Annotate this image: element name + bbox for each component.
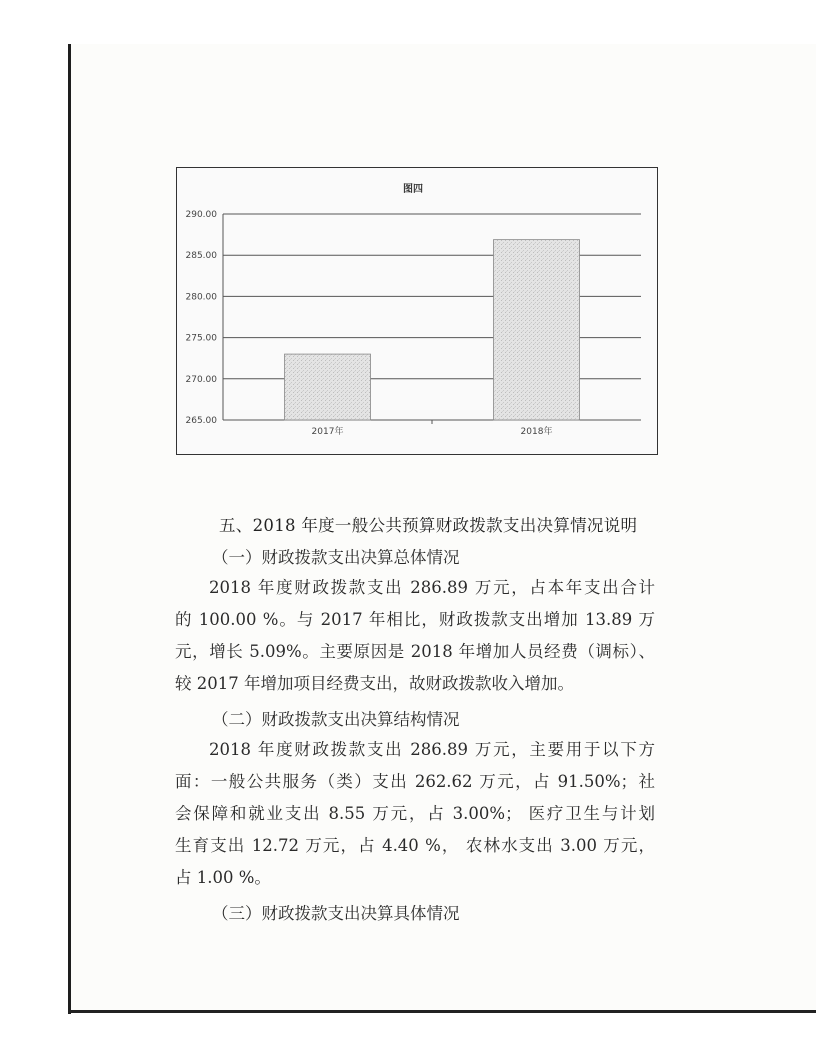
section-heading: 五、2018 年度一般公共预算财政拨款支出决算情况说明: [219, 516, 638, 535]
bar: [285, 354, 371, 420]
subsection-heading-overall: （一）财政拨款支出决算总体情况: [212, 548, 460, 567]
paragraph-line: 生育支出 12.72 万元，占 4.40 %， 农林水支出 3.00 万元，: [175, 836, 655, 855]
paragraph-line: 会保障和就业支出 8.55 万元，占 3.00%； 医疗卫生与计划: [175, 804, 655, 823]
chart-title: 图四: [403, 184, 423, 195]
y-tick-label: 290.00: [185, 210, 217, 220]
y-tick-label: 265.00: [185, 416, 217, 426]
y-tick-label: 280.00: [185, 292, 217, 303]
paragraph-line: 的 100.00 %。与 2017 年相比，财政拨款支出增加 13.89 万: [175, 610, 655, 629]
subsection-heading-detail: （三）财政拨款支出决算具体情况: [212, 904, 460, 923]
bar-chart-frame: [176, 167, 658, 455]
paragraph-structure: [175, 734, 655, 894]
paragraph-line: 较 2017 年增加项目经费支出，故财政拨款收入增加。: [175, 674, 574, 693]
paragraph-overall: [175, 572, 655, 700]
paragraph-line: 占 1.00 %。: [175, 868, 271, 887]
page-bottom-edge: [68, 1010, 816, 1013]
x-tick-label: 2017年: [311, 427, 344, 437]
page-left-edge: [68, 44, 71, 1014]
bar: [494, 240, 580, 420]
paragraph-line: 2018 年度财政拨款支出 286.89 万元，主要用于以下方: [209, 740, 655, 759]
paragraph-line: 面：一般公共服务（类）支出 262.62 万元，占 91.50%；社: [175, 772, 655, 791]
y-tick-label: 285.00: [185, 251, 217, 262]
paragraph-line: 2018 年度财政拨款支出 286.89 万元，占本年支出合计: [209, 578, 655, 597]
y-tick-label: 270.00: [185, 374, 217, 385]
paragraph-line: 元，增长 5.09%。主要原因是 2018 年增加人员经费（调标）、: [175, 642, 655, 661]
y-tick-label: 275.00: [185, 333, 217, 344]
subsection-heading-structure: （二）财政拨款支出决算结构情况: [212, 710, 460, 729]
x-tick-label: 2018年: [520, 427, 553, 437]
bar-chart: [177, 168, 657, 454]
